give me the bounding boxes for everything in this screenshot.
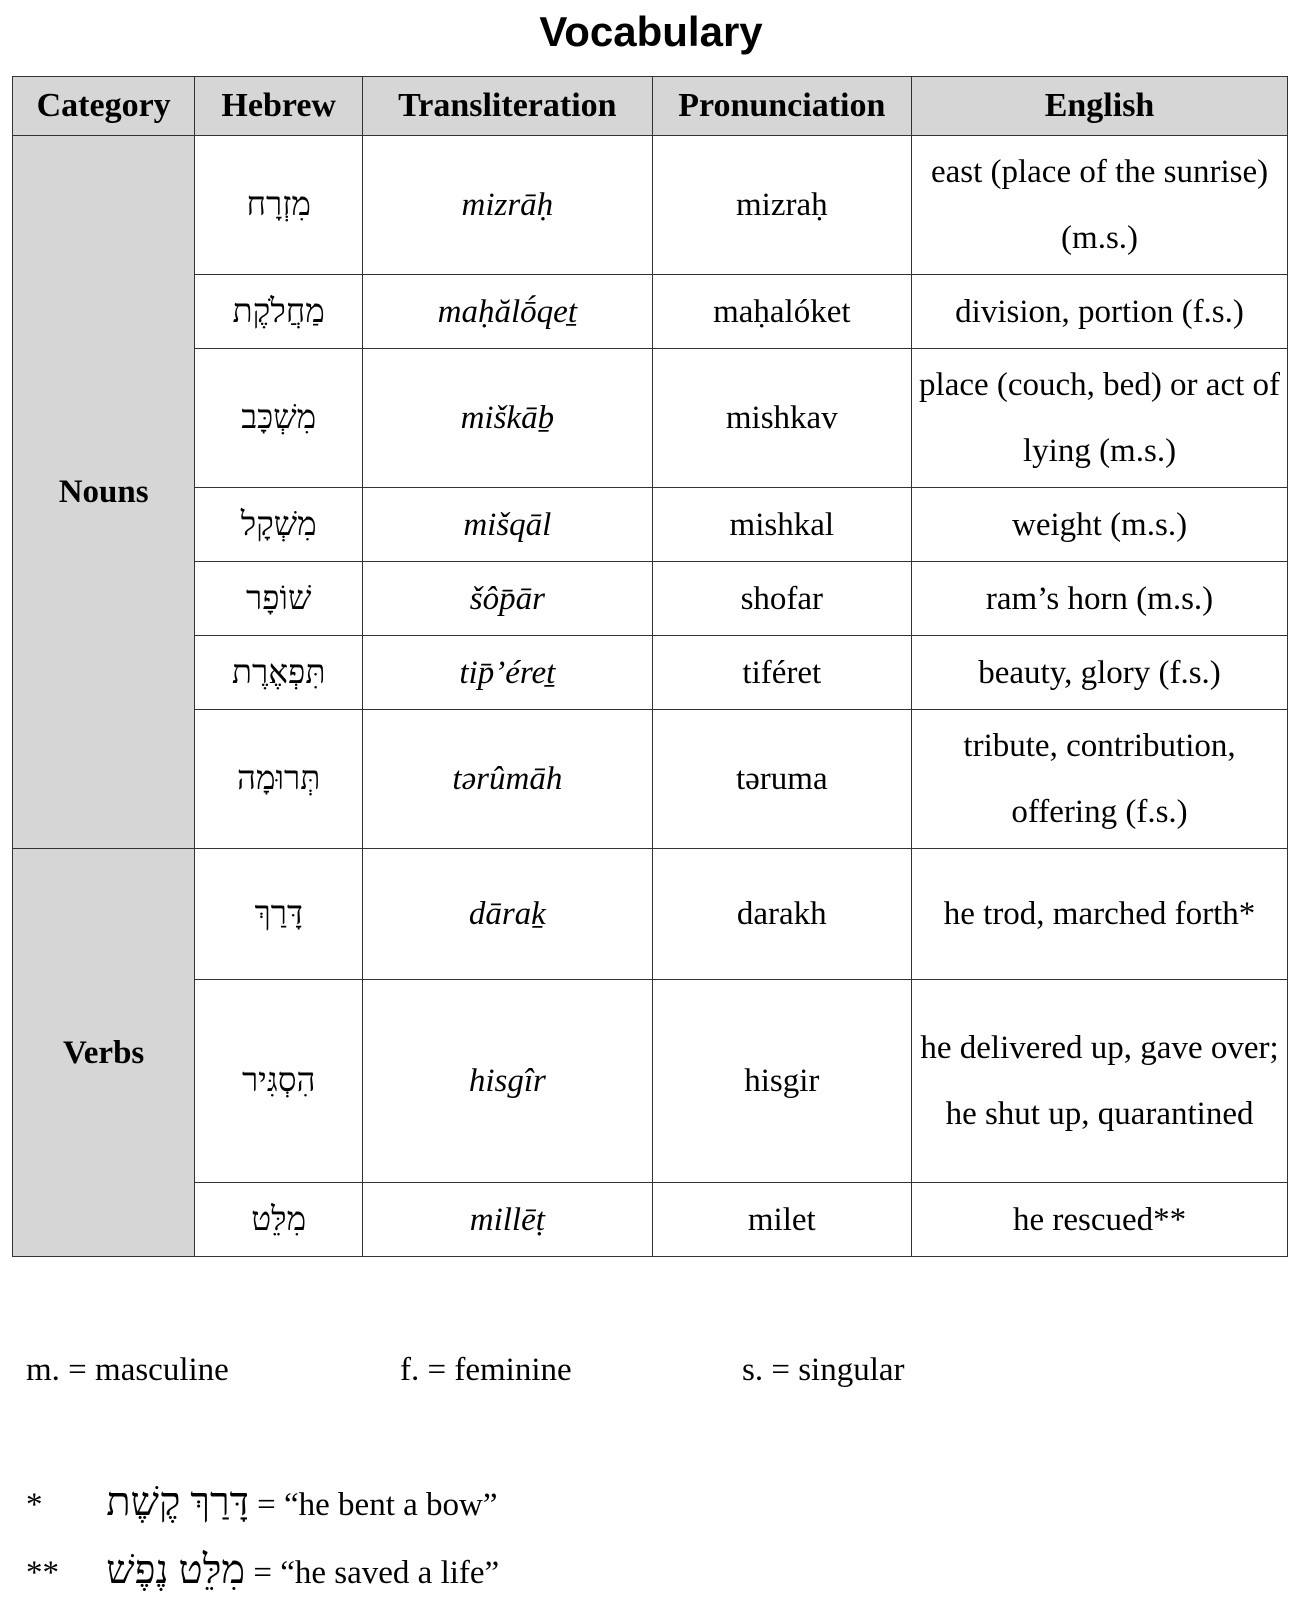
transliteration-cell: mizrāḥ	[363, 136, 652, 275]
table-header-row	[13, 77, 1288, 136]
pronunciation-cell: mishkal	[652, 488, 912, 562]
transliteration-cell: miškāḇ	[363, 349, 652, 488]
english-cell: beauty, glory (f.s.)	[912, 636, 1288, 710]
table-row	[13, 849, 1288, 980]
english-cell: place (couch, bed) or act of lying (m.s.)	[912, 349, 1288, 488]
hebrew-cell: דָּרַךְ	[195, 849, 363, 980]
footnote-gloss: = “he bent a bow”	[257, 1487, 498, 1523]
english-cell: ram’s horn (m.s.)	[912, 562, 1288, 636]
pronunciation-cell: tiféret	[652, 636, 912, 710]
table-row	[13, 562, 1288, 636]
english-cell: he trod, marched forth*	[912, 849, 1288, 980]
table-row	[13, 488, 1288, 562]
english-cell: tribute, contribution, offering (f.s.)	[912, 710, 1288, 849]
english-cell: weight (m.s.)	[912, 488, 1288, 562]
pronunciation-cell: mishkav	[652, 349, 912, 488]
pronunciation-cell: təruma	[652, 710, 912, 849]
table-row	[13, 636, 1288, 710]
column-header-hebrew: Hebrew	[195, 77, 363, 136]
abbreviation-feminine: f. = feminine	[400, 1352, 572, 1388]
vocabulary-table	[12, 76, 1288, 1257]
hebrew-cell: מִשְׁכָּב	[195, 349, 363, 488]
table-row	[13, 710, 1288, 849]
pronunciation-cell: milet	[652, 1183, 912, 1257]
transliteration-cell: millēṭ	[363, 1183, 652, 1257]
hebrew-cell: מִזְרָח	[195, 136, 363, 275]
hebrew-cell: שׁוֹפָר	[195, 562, 363, 636]
pronunciation-cell: hisgir	[652, 980, 912, 1183]
hebrew-cell: תְּרוּמָה	[195, 710, 363, 849]
footnote-hebrew: מִלֵּט נֶפֶשׁ	[106, 1547, 246, 1592]
english-cell: he delivered up, gave over; he shut up, quarantined	[912, 980, 1288, 1183]
hebrew-cell: הִסְגִּיר	[195, 980, 363, 1183]
category-cell-nouns: Nouns	[13, 136, 195, 849]
pronunciation-cell: mizraḥ	[652, 136, 912, 275]
table-row	[13, 1183, 1288, 1257]
pronunciation-cell: shofar	[652, 562, 912, 636]
footnote-2	[26, 1546, 499, 1593]
category-cell-verbs: Verbs	[13, 849, 195, 1257]
table-row	[13, 275, 1288, 349]
hebrew-cell: מַחֲלֹקֶת	[195, 275, 363, 349]
hebrew-cell: מִלֵּט	[195, 1183, 363, 1257]
transliteration-cell: hisgîr	[363, 980, 652, 1183]
page-title: Vocabulary	[539, 8, 763, 55]
abbreviation-masculine: m. = masculine	[26, 1352, 229, 1388]
table-row	[13, 980, 1288, 1183]
column-header-category: Category	[13, 77, 195, 136]
column-header-pronunciation: Pronunciation	[652, 77, 912, 136]
transliteration-cell: dāraḵ	[363, 849, 652, 980]
transliteration-cell: mišqāl	[363, 488, 652, 562]
table-row	[13, 136, 1288, 275]
footnote-hebrew: דָּרַךְ קֶשֶׁת	[106, 1479, 249, 1524]
transliteration-cell: tip̄’éreṯ	[363, 636, 652, 710]
footnote-gloss: = “he saved a life”	[253, 1555, 500, 1591]
transliteration-cell: šôp̄ār	[363, 562, 652, 636]
pronunciation-cell: darakh	[652, 849, 912, 980]
footnote-marker: *	[26, 1487, 43, 1523]
transliteration-cell: maḥălṓqeṯ	[363, 275, 652, 349]
footnote-marker: **	[26, 1555, 59, 1591]
english-cell: he rescued**	[912, 1183, 1288, 1257]
hebrew-cell: מִשְׁקָל	[195, 488, 363, 562]
transliteration-cell: tərûmāh	[363, 710, 652, 849]
hebrew-cell: תִּפְאֶרֶת	[195, 636, 363, 710]
english-cell: east (place of the sunrise) (m.s.)	[912, 136, 1288, 275]
table-row	[13, 349, 1288, 488]
footnote-1	[26, 1478, 498, 1525]
abbreviation-singular: s. = singular	[742, 1352, 905, 1388]
english-cell: division, portion (f.s.)	[912, 275, 1288, 349]
pronunciation-cell: maḥalóket	[652, 275, 912, 349]
column-header-english: English	[912, 77, 1288, 136]
column-header-transliteration: Transliteration	[363, 77, 652, 136]
